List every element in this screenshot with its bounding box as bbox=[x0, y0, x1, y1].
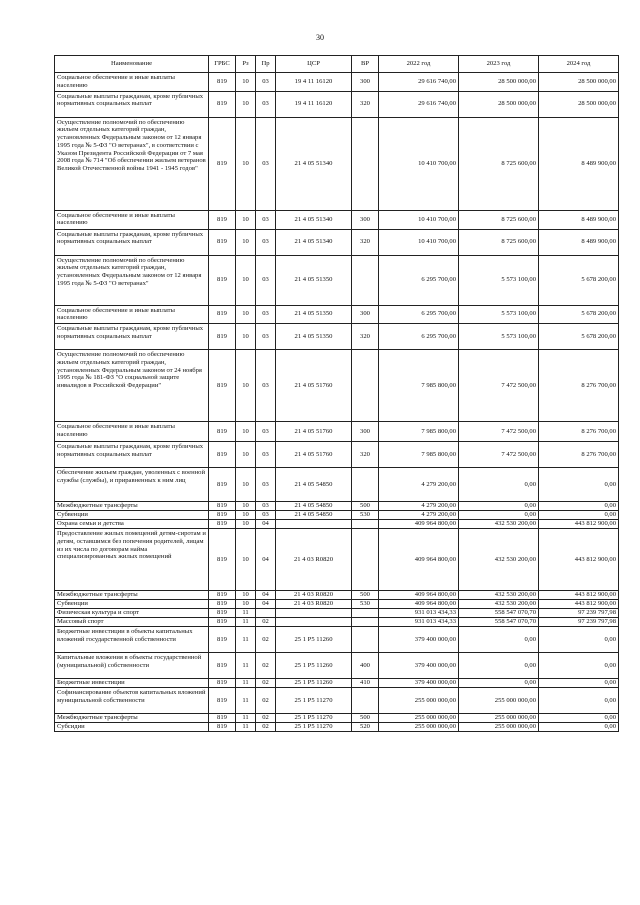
table-row bbox=[55, 255, 619, 305]
cell-rz: 10 bbox=[236, 229, 256, 255]
cell-y2023: 0,00 bbox=[459, 653, 539, 679]
cell-rz: 10 bbox=[236, 305, 256, 324]
cell-y2024: 5 678 200,00 bbox=[539, 255, 619, 305]
cell-rz: 10 bbox=[236, 520, 256, 529]
cell-y2023: 8 725 600,00 bbox=[459, 210, 539, 229]
cell-y2024: 28 500 000,00 bbox=[539, 73, 619, 92]
table-row bbox=[55, 618, 619, 627]
cell-y2024: 8 276 700,00 bbox=[539, 422, 619, 442]
table-row bbox=[55, 679, 619, 688]
cell-csr: 21 4 03 R0820 bbox=[276, 529, 352, 591]
cell-rz: 11 bbox=[236, 723, 256, 732]
cell-pr: 03 bbox=[256, 511, 276, 520]
cell-name: Социальные выплаты гражданам, кроме публичных нормативных социальных выплат bbox=[55, 91, 209, 117]
cell-name: Социальное обеспечение и иные выплаты населению bbox=[55, 210, 209, 229]
cell-pr: 04 bbox=[256, 600, 276, 609]
cell-csr: 21 4 05 51340 bbox=[276, 117, 352, 210]
cell-rz: 10 bbox=[236, 468, 256, 502]
cell-grbs: 819 bbox=[209, 73, 236, 92]
cell-pr: 02 bbox=[256, 618, 276, 627]
cell-y2023: 8 725 600,00 bbox=[459, 229, 539, 255]
cell-y2023: 432 530 200,00 bbox=[459, 600, 539, 609]
cell-y2024: 28 500 000,00 bbox=[539, 91, 619, 117]
cell-vr bbox=[352, 255, 379, 305]
cell-y2023: 5 573 100,00 bbox=[459, 324, 539, 350]
cell-vr: 320 bbox=[352, 91, 379, 117]
table-row bbox=[55, 688, 619, 714]
cell-y2024: 0,00 bbox=[539, 627, 619, 653]
cell-csr: 21 4 03 R0820 bbox=[276, 600, 352, 609]
cell-y2022: 409 964 800,00 bbox=[379, 529, 459, 591]
cell-vr bbox=[352, 350, 379, 422]
cell-y2023: 5 573 100,00 bbox=[459, 305, 539, 324]
table-row bbox=[55, 591, 619, 600]
cell-y2022: 6 295 700,00 bbox=[379, 305, 459, 324]
cell-csr: 21 4 05 51760 bbox=[276, 422, 352, 442]
cell-pr: 02 bbox=[256, 688, 276, 714]
cell-name: Социальное обеспечение и иные выплаты населению bbox=[55, 73, 209, 92]
cell-y2023: 255 000 000,00 bbox=[459, 723, 539, 732]
cell-rz: 11 bbox=[236, 653, 256, 679]
cell-vr: 530 bbox=[352, 600, 379, 609]
cell-grbs: 819 bbox=[209, 91, 236, 117]
cell-pr: 02 bbox=[256, 723, 276, 732]
cell-y2022: 4 279 200,00 bbox=[379, 468, 459, 502]
cell-name: Капитальные вложения в объекты государственной (муниципальной) собственности bbox=[55, 653, 209, 679]
cell-name: Межбюджетные трансферты bbox=[55, 714, 209, 723]
cell-y2023: 7 472 500,00 bbox=[459, 350, 539, 422]
header-2022: 2022 год bbox=[379, 56, 459, 73]
cell-rz: 10 bbox=[236, 600, 256, 609]
cell-y2023: 558 547 070,70 bbox=[459, 609, 539, 618]
cell-rz: 11 bbox=[236, 627, 256, 653]
cell-rz: 10 bbox=[236, 422, 256, 442]
cell-y2024: 97 239 797,98 bbox=[539, 609, 619, 618]
cell-grbs: 819 bbox=[209, 255, 236, 305]
cell-y2022: 4 279 200,00 bbox=[379, 502, 459, 511]
cell-vr: 320 bbox=[352, 324, 379, 350]
cell-y2023: 5 573 100,00 bbox=[459, 255, 539, 305]
cell-vr: 530 bbox=[352, 511, 379, 520]
cell-y2022: 255 000 000,00 bbox=[379, 723, 459, 732]
cell-vr: 500 bbox=[352, 591, 379, 600]
cell-y2024: 443 812 900,00 bbox=[539, 529, 619, 591]
cell-pr: 02 bbox=[256, 714, 276, 723]
cell-rz: 10 bbox=[236, 502, 256, 511]
header-vr: ВР bbox=[352, 56, 379, 73]
cell-y2023: 7 472 500,00 bbox=[459, 422, 539, 442]
cell-rz: 10 bbox=[236, 591, 256, 600]
cell-name: Бюджетные инвестиции в объекты капитальных вложений государственной собственности bbox=[55, 627, 209, 653]
cell-csr: 21 4 05 51340 bbox=[276, 210, 352, 229]
cell-y2024: 0,00 bbox=[539, 653, 619, 679]
cell-y2022: 255 000 000,00 bbox=[379, 688, 459, 714]
cell-pr bbox=[256, 609, 276, 618]
table-row bbox=[55, 350, 619, 422]
cell-vr: 300 bbox=[352, 210, 379, 229]
cell-pr: 03 bbox=[256, 350, 276, 422]
cell-grbs: 819 bbox=[209, 653, 236, 679]
cell-y2024: 8 489 900,00 bbox=[539, 229, 619, 255]
table-row bbox=[55, 73, 619, 92]
cell-y2022: 409 964 800,00 bbox=[379, 520, 459, 529]
cell-vr bbox=[352, 468, 379, 502]
cell-grbs: 819 bbox=[209, 723, 236, 732]
cell-vr: 300 bbox=[352, 73, 379, 92]
cell-name: Обеспечение жильем граждан, уволенных с военной службы (службы), и приравненных к ним лиц bbox=[55, 468, 209, 502]
cell-y2023: 432 530 200,00 bbox=[459, 520, 539, 529]
table-row bbox=[55, 502, 619, 511]
cell-grbs: 819 bbox=[209, 350, 236, 422]
cell-grbs: 819 bbox=[209, 679, 236, 688]
cell-grbs: 819 bbox=[209, 520, 236, 529]
cell-rz: 10 bbox=[236, 91, 256, 117]
table-row bbox=[55, 91, 619, 117]
cell-grbs: 819 bbox=[209, 117, 236, 210]
cell-y2022: 409 964 800,00 bbox=[379, 600, 459, 609]
cell-grbs: 819 bbox=[209, 324, 236, 350]
table-row bbox=[55, 229, 619, 255]
table-row bbox=[55, 714, 619, 723]
cell-y2024: 0,00 bbox=[539, 723, 619, 732]
cell-y2022: 931 013 434,33 bbox=[379, 618, 459, 627]
cell-grbs: 819 bbox=[209, 529, 236, 591]
header-name: Наименование bbox=[55, 56, 209, 73]
cell-grbs: 819 bbox=[209, 714, 236, 723]
cell-y2024: 443 812 900,00 bbox=[539, 591, 619, 600]
cell-pr: 03 bbox=[256, 305, 276, 324]
table-row bbox=[55, 653, 619, 679]
cell-csr: 25 1 Р5 11270 bbox=[276, 723, 352, 732]
cell-pr: 03 bbox=[256, 422, 276, 442]
cell-pr: 03 bbox=[256, 502, 276, 511]
cell-name: Социальные выплаты гражданам, кроме публичных нормативных социальных выплат bbox=[55, 229, 209, 255]
header-csr: ЦСР bbox=[276, 56, 352, 73]
cell-y2022: 10 410 700,00 bbox=[379, 117, 459, 210]
cell-vr bbox=[352, 117, 379, 210]
cell-y2023: 0,00 bbox=[459, 468, 539, 502]
cell-pr: 02 bbox=[256, 679, 276, 688]
cell-csr: 21 4 05 51760 bbox=[276, 350, 352, 422]
cell-grbs: 819 bbox=[209, 609, 236, 618]
cell-pr: 04 bbox=[256, 591, 276, 600]
table-row bbox=[55, 627, 619, 653]
cell-grbs: 819 bbox=[209, 511, 236, 520]
cell-vr: 300 bbox=[352, 305, 379, 324]
cell-grbs: 819 bbox=[209, 591, 236, 600]
cell-name: Межбюджетные трансферты bbox=[55, 591, 209, 600]
cell-y2022: 379 400 000,00 bbox=[379, 679, 459, 688]
table-row bbox=[55, 210, 619, 229]
cell-grbs: 819 bbox=[209, 600, 236, 609]
cell-csr: 19 4 11 16120 bbox=[276, 73, 352, 92]
cell-y2023: 432 530 200,00 bbox=[459, 591, 539, 600]
cell-rz: 10 bbox=[236, 255, 256, 305]
cell-grbs: 819 bbox=[209, 305, 236, 324]
cell-name: Физическая культура и спорт bbox=[55, 609, 209, 618]
cell-name: Субвенции bbox=[55, 600, 209, 609]
cell-grbs: 819 bbox=[209, 422, 236, 442]
cell-rz: 11 bbox=[236, 609, 256, 618]
cell-y2022: 7 985 800,00 bbox=[379, 422, 459, 442]
cell-csr: 21 4 05 51760 bbox=[276, 442, 352, 468]
cell-y2022: 29 616 740,00 bbox=[379, 91, 459, 117]
cell-y2024: 8 276 700,00 bbox=[539, 442, 619, 468]
cell-csr bbox=[276, 520, 352, 529]
cell-pr: 03 bbox=[256, 324, 276, 350]
table-row bbox=[55, 511, 619, 520]
table-row bbox=[55, 305, 619, 324]
cell-vr: 320 bbox=[352, 442, 379, 468]
cell-y2022: 255 000 000,00 bbox=[379, 714, 459, 723]
cell-y2024: 0,00 bbox=[539, 688, 619, 714]
cell-vr: 300 bbox=[352, 422, 379, 442]
cell-pr: 03 bbox=[256, 117, 276, 210]
table-row bbox=[55, 609, 619, 618]
cell-pr: 03 bbox=[256, 255, 276, 305]
cell-pr: 03 bbox=[256, 73, 276, 92]
cell-name: Софинансирование объектов капитальных вложений муниципальной собственности bbox=[55, 688, 209, 714]
header-rz: Рз bbox=[236, 56, 256, 73]
cell-csr bbox=[276, 618, 352, 627]
cell-y2024: 0,00 bbox=[539, 511, 619, 520]
cell-vr bbox=[352, 609, 379, 618]
table-row bbox=[55, 723, 619, 732]
cell-grbs: 819 bbox=[209, 468, 236, 502]
cell-vr: 320 bbox=[352, 229, 379, 255]
cell-y2024: 8 489 900,00 bbox=[539, 117, 619, 210]
cell-y2024: 5 678 200,00 bbox=[539, 324, 619, 350]
cell-y2022: 29 616 740,00 bbox=[379, 73, 459, 92]
cell-y2024: 97 239 797,98 bbox=[539, 618, 619, 627]
cell-y2023: 7 472 500,00 bbox=[459, 442, 539, 468]
cell-y2023: 255 000 000,00 bbox=[459, 714, 539, 723]
cell-y2024: 8 489 900,00 bbox=[539, 210, 619, 229]
table-row bbox=[55, 442, 619, 468]
cell-grbs: 819 bbox=[209, 627, 236, 653]
cell-csr: 21 4 05 54850 bbox=[276, 511, 352, 520]
cell-y2023: 0,00 bbox=[459, 502, 539, 511]
cell-name: Осуществление полномочий по обеспечению жильем отдельных категорий граждан, установленных Федеральным законом от 12 января 1995 года № 5-ФЗ "О ветеранах" bbox=[55, 255, 209, 305]
cell-name: Социальное обеспечение и иные выплаты населению bbox=[55, 422, 209, 442]
cell-y2023: 0,00 bbox=[459, 511, 539, 520]
header-2023: 2023 год bbox=[459, 56, 539, 73]
cell-pr: 04 bbox=[256, 529, 276, 591]
cell-name: Бюджетные инвестиции bbox=[55, 679, 209, 688]
cell-csr: 21 4 05 54850 bbox=[276, 502, 352, 511]
cell-grbs: 819 bbox=[209, 618, 236, 627]
cell-y2022: 10 410 700,00 bbox=[379, 229, 459, 255]
cell-grbs: 819 bbox=[209, 210, 236, 229]
table-row bbox=[55, 529, 619, 591]
cell-rz: 10 bbox=[236, 529, 256, 591]
cell-name: Предоставление жилых помещений детям-сиротам и детям, оставшимся без попечения родителей, лицам из их числа по договорам найма специализированных жилых помещений bbox=[55, 529, 209, 591]
cell-csr: 25 1 Р5 11270 bbox=[276, 688, 352, 714]
cell-pr: 03 bbox=[256, 442, 276, 468]
cell-vr: 400 bbox=[352, 653, 379, 679]
cell-rz: 10 bbox=[236, 73, 256, 92]
cell-rz: 11 bbox=[236, 714, 256, 723]
cell-csr: 21 4 05 51350 bbox=[276, 305, 352, 324]
cell-csr: 25 1 Р5 11270 bbox=[276, 714, 352, 723]
cell-name: Осуществление полномочий по обеспечению жильем отдельных категорий граждан, установленных Федеральным законом от 12 января 1995 года № 5-ФЗ "О ветеранах", в соответствии с Указом Президента Российской Федерации от 7 мая 2008 года № 714 "Об обеспечении жильем ветеранов Великой Отечественной войны 1941 - 1945 годов" bbox=[55, 117, 209, 210]
cell-grbs: 819 bbox=[209, 688, 236, 714]
cell-y2023: 28 500 000,00 bbox=[459, 91, 539, 117]
cell-pr: 03 bbox=[256, 229, 276, 255]
cell-vr: 500 bbox=[352, 714, 379, 723]
cell-vr bbox=[352, 529, 379, 591]
cell-rz: 11 bbox=[236, 688, 256, 714]
cell-y2022: 7 985 800,00 bbox=[379, 350, 459, 422]
header-grbs: ГРБС bbox=[209, 56, 236, 73]
cell-csr: 25 1 Р5 11260 bbox=[276, 627, 352, 653]
cell-name: Межбюджетные трансферты bbox=[55, 502, 209, 511]
header-2024: 2024 год bbox=[539, 56, 619, 73]
cell-y2023: 255 000 000,00 bbox=[459, 688, 539, 714]
cell-pr: 03 bbox=[256, 91, 276, 117]
cell-y2022: 4 279 200,00 bbox=[379, 511, 459, 520]
cell-csr: 19 4 11 16120 bbox=[276, 91, 352, 117]
cell-y2022: 6 295 700,00 bbox=[379, 324, 459, 350]
table-row bbox=[55, 117, 619, 210]
cell-y2022: 10 410 700,00 bbox=[379, 210, 459, 229]
cell-vr bbox=[352, 627, 379, 653]
cell-csr: 21 4 05 51350 bbox=[276, 324, 352, 350]
page-number: 30 bbox=[316, 33, 324, 42]
cell-y2023: 8 725 600,00 bbox=[459, 117, 539, 210]
cell-y2024: 0,00 bbox=[539, 679, 619, 688]
cell-rz: 10 bbox=[236, 117, 256, 210]
cell-name: Субсидии bbox=[55, 723, 209, 732]
cell-csr: 21 4 03 R0820 bbox=[276, 591, 352, 600]
cell-pr: 04 bbox=[256, 520, 276, 529]
cell-vr bbox=[352, 618, 379, 627]
table-body bbox=[55, 73, 619, 732]
cell-y2022: 409 964 800,00 bbox=[379, 591, 459, 600]
budget-table bbox=[54, 55, 619, 732]
cell-vr bbox=[352, 688, 379, 714]
cell-name: Массовый спорт bbox=[55, 618, 209, 627]
cell-vr bbox=[352, 520, 379, 529]
cell-y2024: 0,00 bbox=[539, 714, 619, 723]
cell-pr: 03 bbox=[256, 210, 276, 229]
cell-name: Охрана семьи и детства bbox=[55, 520, 209, 529]
cell-name: Социальные выплаты гражданам, кроме публичных нормативных социальных выплат bbox=[55, 324, 209, 350]
table-row bbox=[55, 422, 619, 442]
cell-y2024: 443 812 900,00 bbox=[539, 520, 619, 529]
cell-csr: 21 4 05 54850 bbox=[276, 468, 352, 502]
cell-y2024: 443 812 900,00 bbox=[539, 600, 619, 609]
cell-name: Социальные выплаты гражданам, кроме публичных нормативных социальных выплат bbox=[55, 442, 209, 468]
cell-y2024: 0,00 bbox=[539, 468, 619, 502]
table-header-row bbox=[55, 56, 619, 73]
cell-y2024: 0,00 bbox=[539, 502, 619, 511]
cell-vr: 520 bbox=[352, 723, 379, 732]
cell-name: Социальное обеспечение и иные выплаты населению bbox=[55, 305, 209, 324]
cell-grbs: 819 bbox=[209, 442, 236, 468]
cell-csr: 21 4 05 51340 bbox=[276, 229, 352, 255]
header-pr: Пр bbox=[256, 56, 276, 73]
table-row bbox=[55, 520, 619, 529]
cell-vr: 500 bbox=[352, 502, 379, 511]
cell-y2022: 931 013 434,33 bbox=[379, 609, 459, 618]
cell-grbs: 819 bbox=[209, 502, 236, 511]
cell-pr: 02 bbox=[256, 627, 276, 653]
cell-rz: 10 bbox=[236, 350, 256, 422]
cell-y2023: 0,00 bbox=[459, 627, 539, 653]
cell-rz: 10 bbox=[236, 442, 256, 468]
cell-pr: 02 bbox=[256, 653, 276, 679]
cell-grbs: 819 bbox=[209, 229, 236, 255]
table-row bbox=[55, 468, 619, 502]
cell-y2023: 558 547 070,70 bbox=[459, 618, 539, 627]
cell-y2023: 432 530 200,00 bbox=[459, 529, 539, 591]
table-row bbox=[55, 600, 619, 609]
cell-rz: 11 bbox=[236, 679, 256, 688]
cell-rz: 10 bbox=[236, 324, 256, 350]
cell-y2023: 28 500 000,00 bbox=[459, 73, 539, 92]
cell-name: Субвенции bbox=[55, 511, 209, 520]
cell-y2024: 5 678 200,00 bbox=[539, 305, 619, 324]
cell-rz: 10 bbox=[236, 511, 256, 520]
cell-rz: 10 bbox=[236, 210, 256, 229]
cell-y2022: 379 400 000,00 bbox=[379, 627, 459, 653]
cell-name: Осуществление полномочий по обеспечению жильем отдельных категорий граждан, установленных Федеральным законом от 24 ноября 1995 года № 181-ФЗ "О социальной защите инвалидов в Российской Федерации" bbox=[55, 350, 209, 422]
cell-csr: 21 4 05 51350 bbox=[276, 255, 352, 305]
cell-y2022: 7 985 800,00 bbox=[379, 442, 459, 468]
cell-y2024: 8 276 700,00 bbox=[539, 350, 619, 422]
cell-vr: 410 bbox=[352, 679, 379, 688]
cell-csr: 25 1 Р5 11260 bbox=[276, 679, 352, 688]
cell-csr: 25 1 Р5 11260 bbox=[276, 653, 352, 679]
cell-y2022: 6 295 700,00 bbox=[379, 255, 459, 305]
cell-pr: 03 bbox=[256, 468, 276, 502]
cell-rz: 11 bbox=[236, 618, 256, 627]
table-row bbox=[55, 324, 619, 350]
cell-csr bbox=[276, 609, 352, 618]
cell-y2023: 0,00 bbox=[459, 679, 539, 688]
cell-y2022: 379 400 000,00 bbox=[379, 653, 459, 679]
